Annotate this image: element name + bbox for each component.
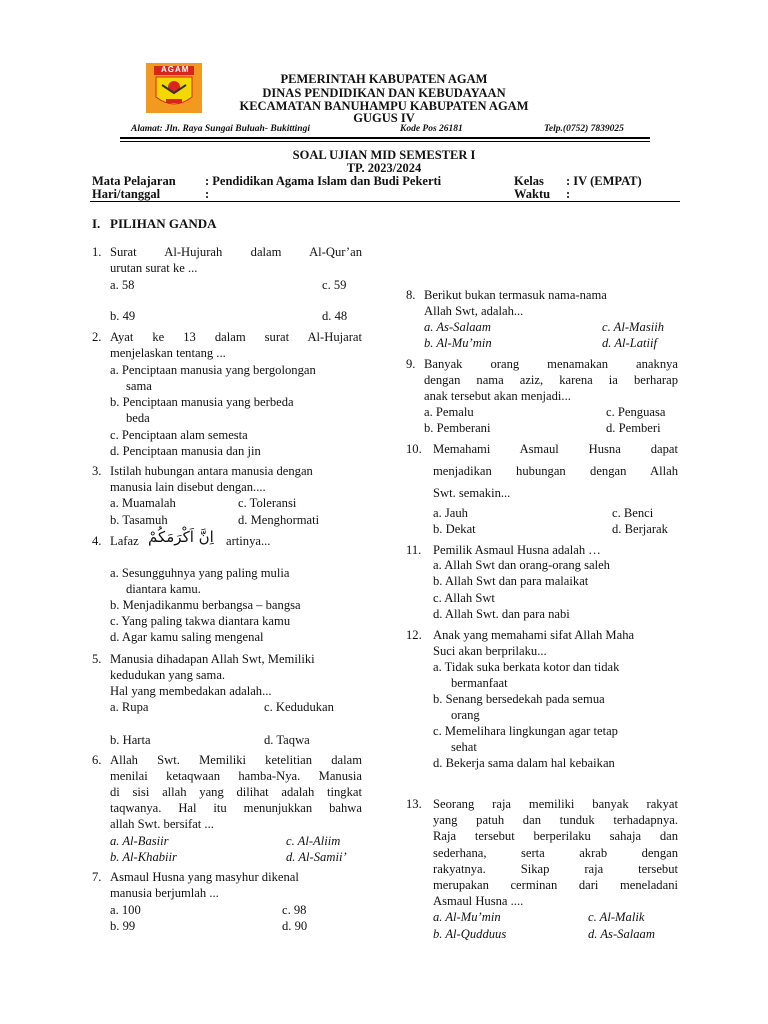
question-text: manusia berjumlah ...	[110, 886, 219, 900]
option-c: c. Yang paling takwa diantara kamu	[110, 614, 291, 628]
option-c: c. Penguasa	[606, 405, 666, 419]
question-text: taqwanya. Hal itu menunjukkan bahwa	[110, 801, 362, 815]
question-text: Anak yang memahami sifat Allah Maha	[433, 628, 635, 642]
option-a: a. Muamalah	[110, 496, 176, 510]
question-number: 10.	[406, 442, 422, 456]
question-number: 2.	[92, 330, 102, 344]
question-text: manusia lain disebut dengan....	[110, 480, 266, 494]
question-number: 12.	[406, 628, 422, 642]
option-b: b. Al-Mu’min	[424, 336, 492, 350]
option-d: d. Penciptaan manusia dan jin	[110, 444, 261, 458]
option-d: d. Taqwa	[264, 733, 310, 747]
option-c-cont: sehat	[451, 740, 477, 754]
question-text: anak tersebut akan menjadi...	[424, 389, 571, 403]
option-a: a. Sesungguhnya yang paling mulia	[110, 566, 290, 580]
option-d: d. Berjarak	[612, 522, 668, 536]
option-c: c. Penciptaan alam semesta	[110, 428, 248, 442]
question-number: 9.	[406, 357, 416, 371]
question-text: kedudukan yang sama.	[110, 668, 226, 682]
question-number: 3.	[92, 464, 102, 478]
option-b: b. Tasamuh	[110, 513, 168, 527]
question-text: Hal yang membedakan adalah...	[110, 684, 272, 698]
question-text: Asmaul Husna ....	[433, 894, 524, 908]
question-text: Allah Swt. Memiliki ketelitian dalam	[110, 753, 362, 767]
question-number: 5.	[92, 652, 102, 666]
option-c: c. Al-Masiih	[602, 320, 665, 334]
option-a-cont: diantara kamu.	[126, 582, 201, 596]
subject-label: Mata Pelajaran	[92, 174, 176, 188]
header-line-2: DINAS PENDIDIKAN DAN KEBUDAYAAN	[262, 86, 506, 100]
question-text: Swt. semakin...	[433, 486, 511, 500]
class-label: Kelas	[514, 174, 544, 188]
question-number: 11.	[406, 543, 422, 557]
option-d: d. Menghormati	[238, 513, 320, 527]
date-value: :	[205, 187, 210, 201]
logo-text: AGAM	[161, 65, 190, 74]
option-a: a. 58	[110, 278, 135, 292]
option-b: b. Penciptaan manusia yang berbeda	[110, 395, 294, 409]
subject-value: : Pendidikan Agama Islam dan Budi Pekerti	[205, 174, 442, 188]
question-text: Memahami Asmaul Husna dapat	[433, 442, 678, 456]
option-b: b. Harta	[110, 733, 151, 747]
question-text: di sisi allah yang dilihat adalah tingkat	[110, 785, 362, 799]
question-text: Manusia dihadapan Allah Swt, Memiliki	[110, 652, 315, 666]
question-text: menjadikan hubungan dengan Allah	[433, 464, 678, 478]
option-a-cont: bermanfaat	[451, 676, 508, 690]
option-c: c. 98	[282, 903, 307, 917]
section-number: I.	[92, 216, 101, 231]
address: Alamat: Jln. Raya Sungai Buluah- Bukittingi	[131, 124, 310, 134]
question-text: Lafaz	[110, 534, 139, 548]
option-d: d. Pemberi	[606, 421, 661, 435]
postcode: Kode Pos 26181	[400, 124, 463, 134]
option-b: b. 99	[110, 919, 136, 933]
option-c: c. Al-Malik	[588, 910, 645, 924]
option-a: a. Penciptaan manusia yang bergolongan	[110, 363, 316, 377]
header-rule-thick	[120, 137, 650, 139]
header-rule-thin	[120, 141, 650, 142]
question-number: 8.	[406, 288, 416, 302]
option-b: b. Senang bersedekah pada semua	[433, 692, 605, 706]
option-b-cont: beda	[126, 411, 150, 425]
option-d: d. 90	[282, 919, 308, 933]
arabic-phrase: اِنَّ اَكْرَمَكُمْ	[148, 528, 214, 546]
exam-title: SOAL UJIAN MID SEMESTER I	[292, 148, 476, 162]
question-text: Raja tersebut berperilaku sahaja dan	[433, 829, 678, 843]
question-text: Ayat ke 13 dalam surat Al-Hujarat	[110, 330, 362, 344]
question-text: Pemilik Asmaul Husna adalah …	[433, 543, 601, 557]
option-b: b. Pemberani	[424, 421, 491, 435]
info-rule	[90, 201, 680, 202]
question-number: 4.	[92, 534, 102, 548]
option-a: a. 100	[110, 903, 141, 917]
option-d: d. Agar kamu saling mengenal	[110, 630, 264, 644]
option-b: b. Menjadikanmu berbangsa – bangsa	[110, 598, 301, 612]
question-text: sederhana, serta akrab dengan	[433, 846, 678, 860]
option-a: a. Al-Mu’min	[433, 910, 501, 924]
question-text: menilai ketaqwaan hamba-Nya. Manusia	[110, 769, 362, 783]
option-c: c. Al-Aliim	[286, 834, 341, 848]
question-number: 1.	[92, 245, 102, 259]
section-title: PILIHAN GANDA	[110, 216, 217, 231]
phone: Telp.(0752) 7839025	[544, 124, 624, 134]
question-text: Berikut bukan termasuk nama-nama	[424, 288, 607, 302]
question-text: yang patuh dan tunduk terhadapnya.	[433, 813, 678, 827]
option-a: a. Tidak suka berkata kotor dan tidak	[433, 660, 620, 674]
option-d: d. Al-Latiif	[602, 336, 658, 350]
option-c: c. Benci	[612, 506, 654, 520]
option-c: c. Toleransi	[238, 496, 297, 510]
option-d: d. Al-Samii’	[286, 850, 347, 864]
question-text: Istilah hubungan antara manusia dengan	[110, 464, 313, 478]
exam-year: TP. 2023/2024	[346, 161, 422, 175]
header-line-3: KECAMATAN BANUHAMPU KABUPATEN AGAM	[239, 99, 529, 113]
option-a: a. Pemalu	[424, 405, 474, 419]
question-text: Surat Al-Hujurah dalam Al-Qur’an	[110, 245, 362, 259]
option-a: a. Allah Swt dan orang-orang saleh	[433, 558, 610, 572]
option-a: a. Al-Basiir	[110, 834, 169, 848]
question-text: Allah Swt, adalah...	[424, 304, 524, 318]
question-text: allah Swt. bersifat ...	[110, 817, 214, 831]
question-number: 7.	[92, 870, 102, 884]
header-line-4: GUGUS IV	[353, 111, 415, 125]
option-a: a. Rupa	[110, 700, 149, 714]
question-number: 13.	[406, 797, 422, 811]
option-b-cont: orang	[451, 708, 480, 722]
option-b: b. Allah Swt dan para malaikat	[433, 574, 589, 588]
option-c: c. Allah Swt	[433, 591, 495, 605]
option-a: a. As-Salaam	[424, 320, 491, 334]
date-label: Hari/tanggal	[92, 187, 161, 201]
question-text: menjelaskan tentang ...	[110, 346, 226, 360]
header-line-1: PEMERINTAH KABUPATEN AGAM	[280, 72, 488, 86]
question-text: artinya...	[226, 534, 271, 548]
option-d: d. Bekerja sama dalam hal kebaikan	[433, 756, 615, 770]
question-text: dengan nama aziz, karena ia berharap	[424, 373, 678, 387]
question-text: Seorang raja memiliki banyak rakyat	[433, 797, 678, 811]
option-d: d. Allah Swt. dan para nabi	[433, 607, 570, 621]
option-c: c. 59	[322, 278, 347, 292]
option-b: b. Dekat	[433, 522, 476, 536]
option-d: d. As-Salaam	[588, 927, 655, 941]
option-b: b. Al-Qudduus	[433, 927, 507, 941]
option-c: c. Kedudukan	[264, 700, 334, 714]
option-a-cont: sama	[126, 379, 152, 393]
option-a: a. Jauh	[433, 506, 468, 520]
question-text: merupakan cerminan dari meneladani	[433, 878, 678, 892]
option-c: c. Memelihara lingkungan agar tetap	[433, 724, 618, 738]
option-b: b. 49	[110, 309, 136, 323]
question-number: 6.	[92, 753, 102, 767]
question-text: Suci akan berprilaku...	[433, 644, 547, 658]
option-b: b. Al-Khabiir	[110, 850, 177, 864]
option-d: d. 48	[322, 309, 348, 323]
class-value: : IV (EMPAT)	[566, 174, 642, 188]
question-text: Asmaul Husna yang masyhur dikenal	[110, 870, 299, 884]
time-label: Waktu	[514, 187, 551, 201]
question-text: rakyatnya. Sikap raja tersebut	[433, 862, 678, 876]
time-value: :	[566, 187, 571, 201]
question-text: urutan surat ke ...	[110, 261, 198, 275]
question-text: Banyak orang menamakan anaknya	[424, 357, 678, 371]
